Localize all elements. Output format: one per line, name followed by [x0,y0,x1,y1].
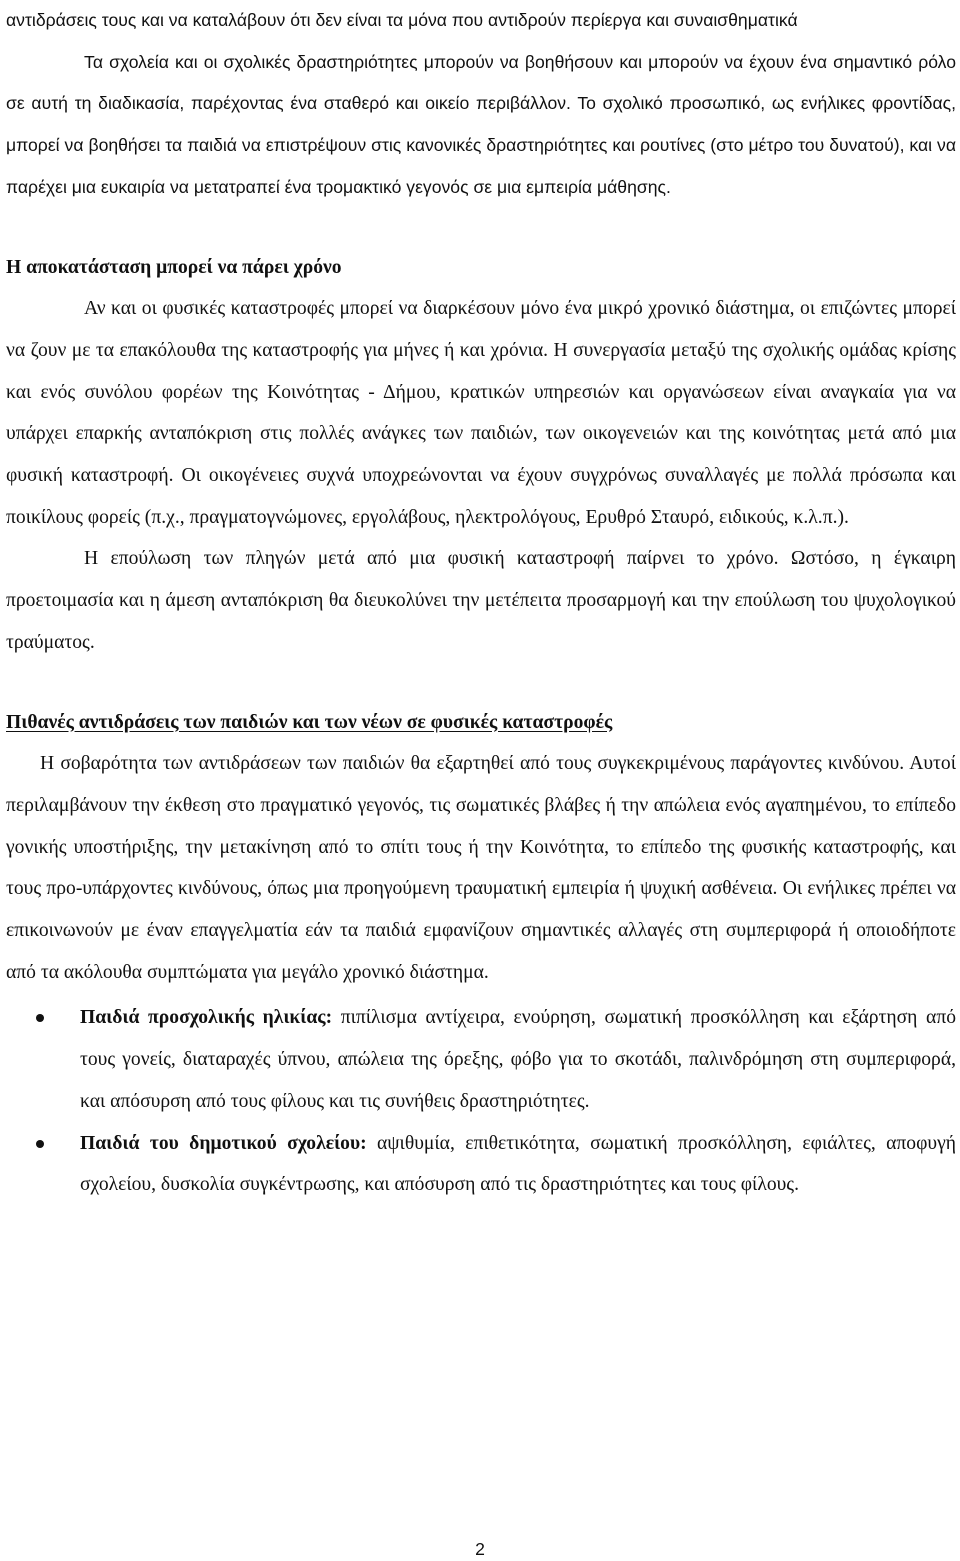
section-intro [6,0,956,209]
list-item-text: πιπίλισμα αντίχειρα, ενούρηση, σωματική προσκόλληση και εξάρτηση από τους γονείς, διαταραχές ύπνου, απώλεια της όρεξης, φόβο για το σκοτάδι, παλινδρόμηση στη συμπεριφορά, και απόσυρση από τους φίλους και τις συνήθεις δραστηριότητες. [80,1007,957,1112]
paragraph-schools: Τα σχολεία και οι σχολικές δραστηριότητες μπορούν να βοηθήσουν και μπορούν να έχουν ένα σημαντικό ρόλο σε αυτή τη διαδικασία, παρέχοντας ένα σταθερό και οικείο περιβάλλον. Το σχολικό προσωπικό, ως ενήλικες φροντίδας, μπορεί να βοηθήσει τα παιδιά να επιστρέψουν στις κανονικές δραστηριότητες και ρουτίνες (στο μέτρο του δυνατού), και να παρέχει μια ευκαιρία να μετατραπεί ένα τρομακτικό γεγονός σε μια εμπειρία μάθησης. [6,51,956,197]
paragraph-continuation: αντιδράσεις τους και να καταλάβουν ότι δεν είναι τα μόνα που αντιδρούν περίεργα και συναισθηματικά [6,10,798,30]
section-reactions [6,702,956,1206]
list-item-text: αψιθυμία, επιθετικότητα, σωματική προσκόλληση, εφιάλτες, αποφυγή σχολείου, δυσκολία συγκέντρωσης, και απόσυρση από τις δραστηριότητες και τους φίλους. [80,1132,956,1196]
paragraph-healing: Η επούλωση των πληγών μετά από μια φυσική καταστροφή παίρνει το χρόνο. Ωστόσο, η έγκαιρη προετοιμασία και η άμεση ανταπόκριση θα διευκολύνει την μετέπειτα προσαρμογή και την επούλωση του ψυχολογικού τραύματος. [6,548,956,653]
list-item-label: Παιδιά προσχολικής ηλικίας: [80,1007,333,1029]
page-number: 2 [475,1539,485,1559]
paragraph-recovery: Αν και οι φυσικές καταστροφές μπορεί να διαρκέσουν μόνο ένα μικρό χρονικό διάστημα, οι επιζώντες μπορεί να ζουν με τα επακόλουθα της καταστροφής για μήνες ή και χρόνια. Η συνεργασία μεταξύ της σχολικής ομάδας κρίσης και ενός συνόλου φορέων της Κοινότητας - Δήμου, κρατικών υπηρεσιών και οργανώσεων είναι αναγκαία για να υπάρχει επαρκής ανταπόκριση στις πολλές ανάγκες των παιδιών, των οικογενειών και της κοινότητας μετά από μια φυσική καταστροφή. Οι οικογένειες συχνά υποχρεώνονται να έχουν συγχρόνως συναλλαγές με πολλά πρόσωπα και ποικίλους φορείς (π.χ., πραγματογνώμονες, εργολάβους, ηλεκτρολόγους, Ερυθρό Σταυρό, ειδικούς, κ.λ.π.). [6,298,956,528]
section-heading: Η αποκατάσταση μπορεί να πάρει χρόνο [6,256,342,278]
bullet-icon [36,1014,44,1022]
section-heading: Πιθανές αντιδράσεις των παιδιών και των νέων σε φυσικές καταστροφές [6,711,613,733]
bullet-icon [36,1140,44,1148]
symptom-list [6,997,956,1206]
list-item [6,997,956,1122]
section-recovery [6,247,956,664]
list-item-label: Παιδιά του δημοτικού σχολείου: [80,1132,367,1154]
paragraph-risk-factors: Η σοβαρότητα των αντιδράσεων των παιδιών θα εξαρτηθεί από τους συγκεκριμένους παράγοντες κινδύνου. Αυτοί περιλαμβάνουν την έκθεση στο πραγματικό γεγονός, τις σωματικές βλάβες ή την απώλεια ενός αγαπημένου, το επίπεδο γονικής υποστήριξης, την μετακίνηση από το σπίτι τους ή την Κοινότητα, το επίπεδο της φυσικής καταστροφής, και τους προ-υπάρχοντες κινδύνους, όπως μια προηγούμενη τραυματική εμπειρία ή ψυχική ασθένεια. Οι ενήλικες πρέπει να επικοινωνούν με έναν επαγγελματία εάν τα παιδιά εμφανίζουν σημαντικές αλλαγές στη συμπεριφορά ή οποιοδήποτε από τα ακόλουθα συμπτώματα για μεγάλο χρονικό διάστημα. [6,753,956,983]
document-page [6,0,956,1206]
list-item [6,1123,956,1206]
